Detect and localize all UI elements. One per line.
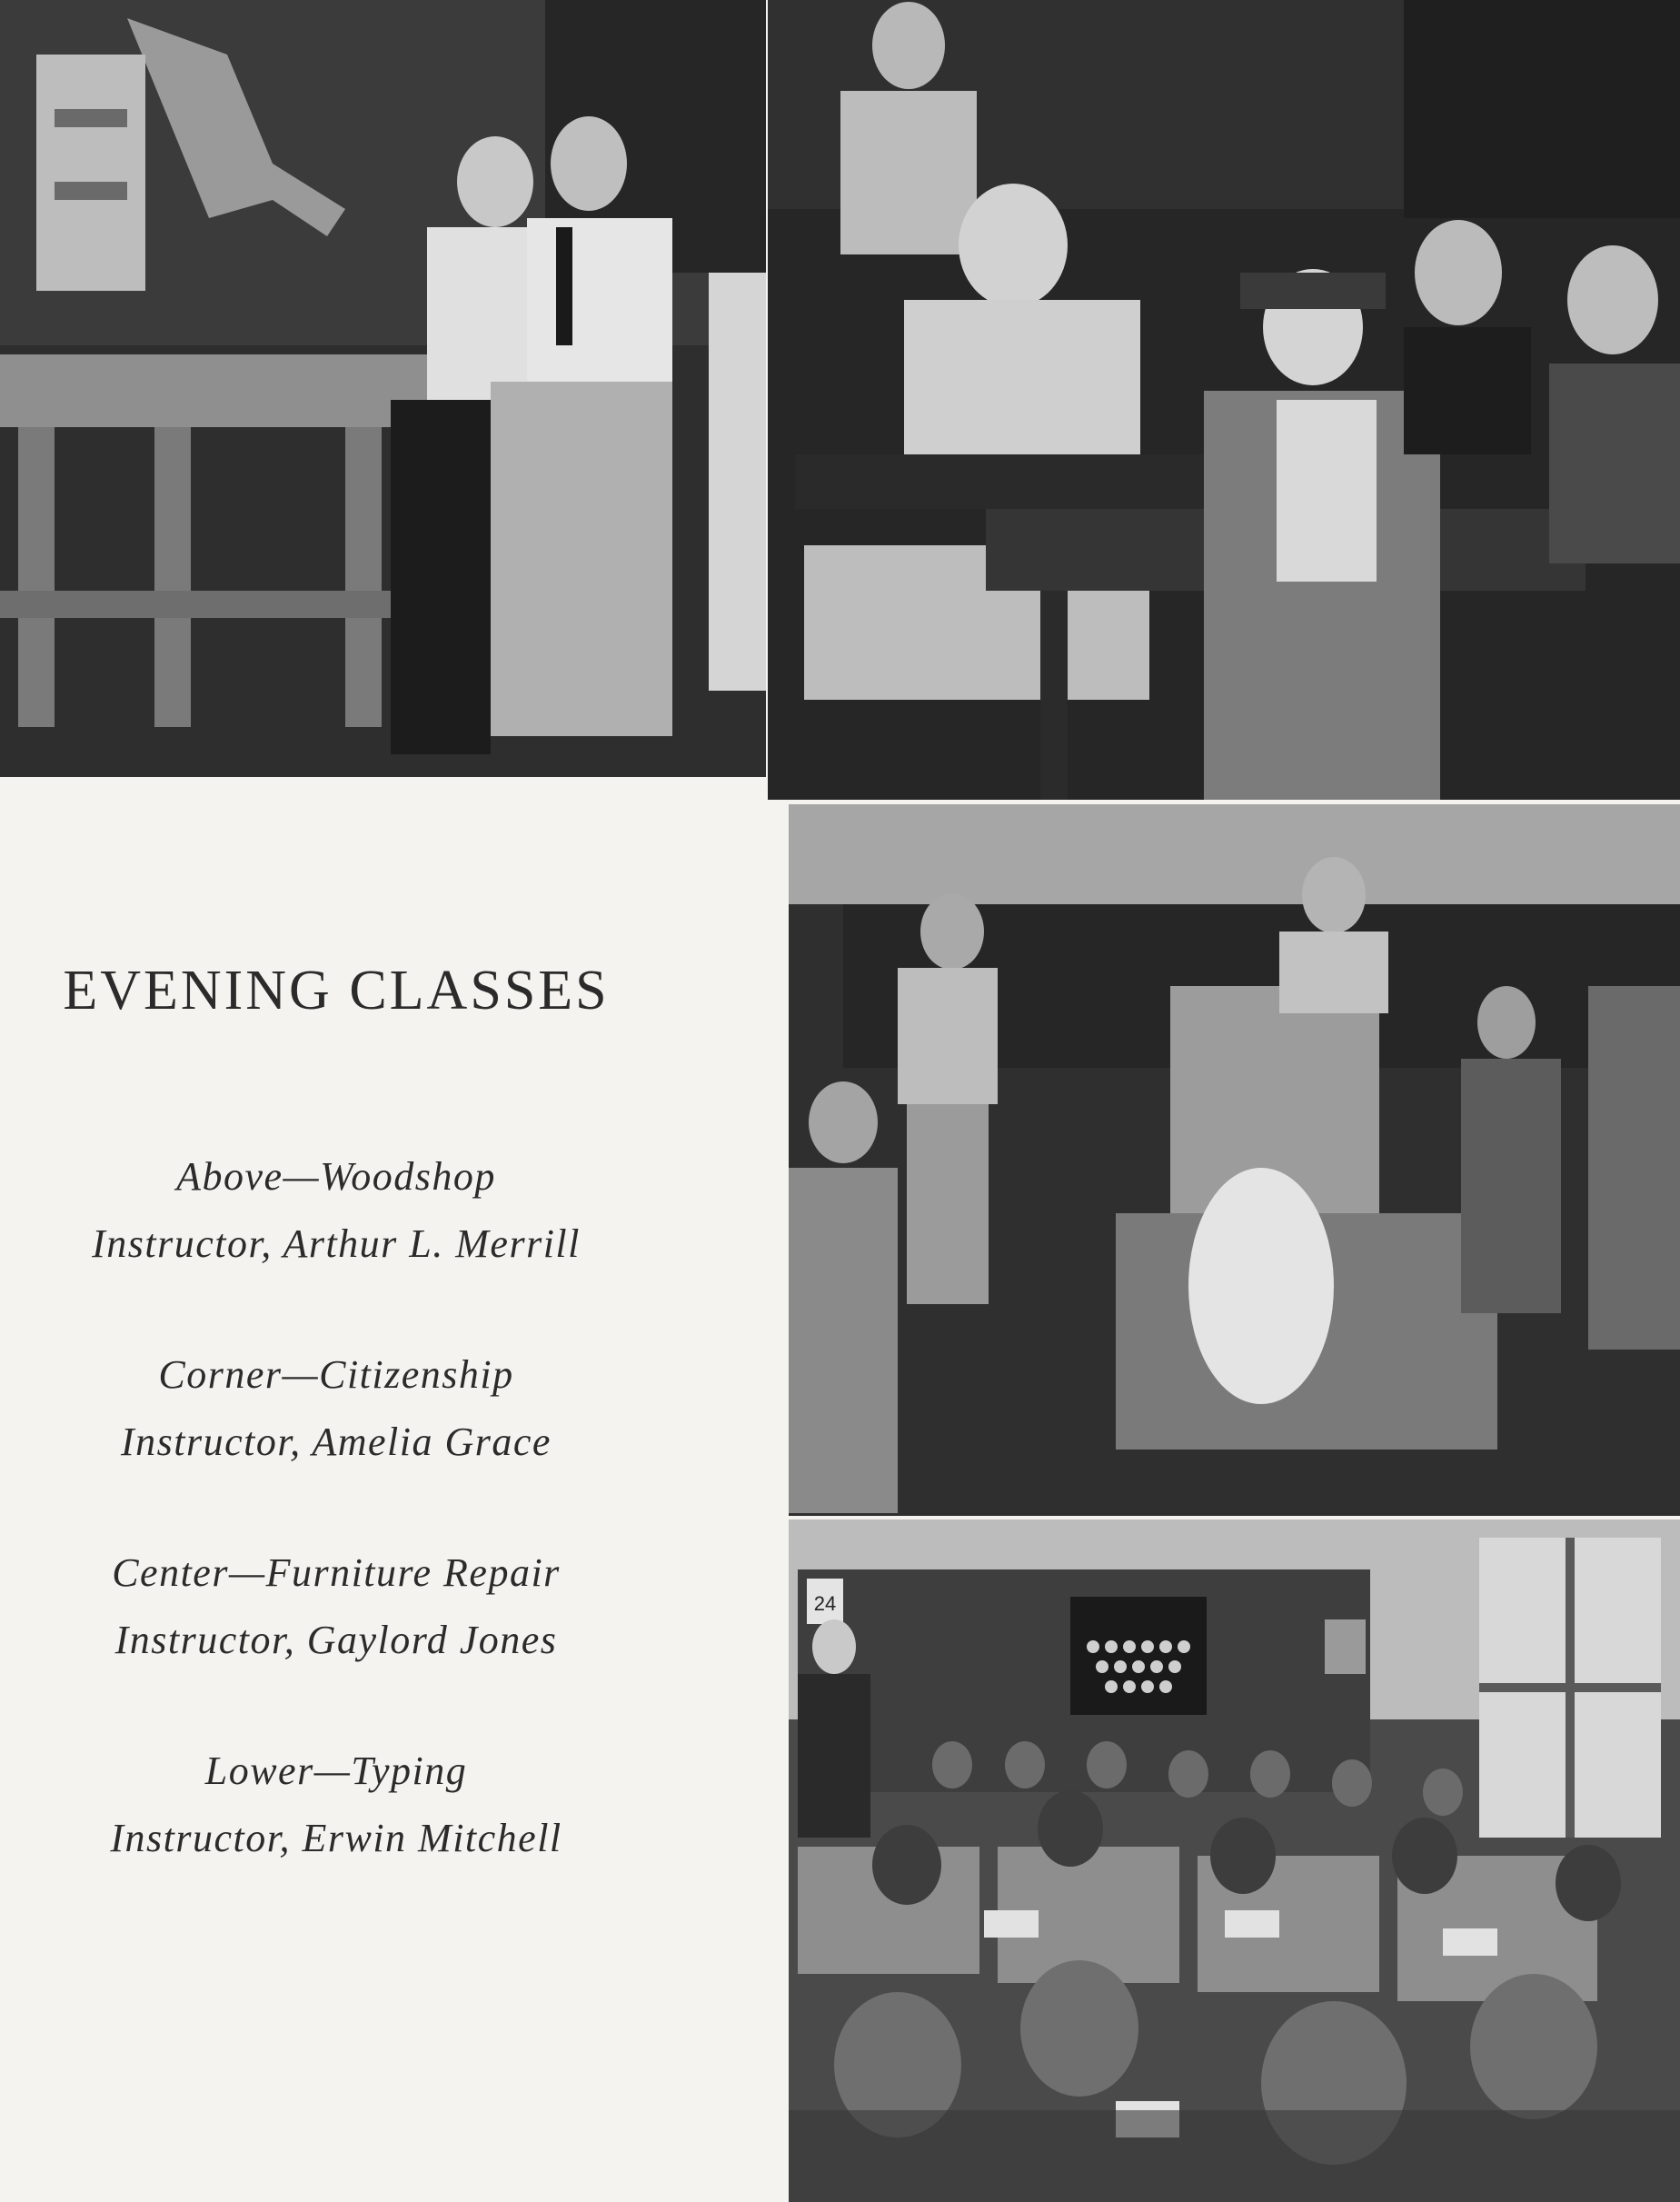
- caption-furniture-repair: [0, 1539, 672, 1674]
- typing-class-photo: [789, 1519, 1680, 2202]
- caption-instructor: Instructor, Amelia Grace: [121, 1420, 552, 1464]
- caption-position: Above—Woodshop: [176, 1154, 496, 1199]
- furniture-repair-photo: [789, 804, 1680, 1516]
- caption-position: Lower—Typing: [204, 1749, 468, 1793]
- caption-instructor: Instructor, Erwin Mitchell: [110, 1816, 562, 1860]
- caption-list: [0, 1143, 672, 1936]
- citizenship-photo: [768, 0, 1680, 800]
- caption-instructor: Instructor, Gaylord Jones: [114, 1618, 558, 1662]
- caption-woodshop: [0, 1143, 672, 1278]
- woodshop-photo: [0, 0, 766, 777]
- caption-typing: [0, 1738, 672, 1872]
- page-title: EVENING CLASSES: [63, 960, 610, 1021]
- caption-position: Center—Furniture Repair: [112, 1550, 561, 1595]
- caption-position: Corner—Citizenship: [158, 1352, 514, 1397]
- caption-citizenship: [0, 1341, 672, 1476]
- calendar-number: 24: [813, 1592, 837, 1615]
- caption-instructor: Instructor, Arthur L. Merrill: [92, 1221, 581, 1266]
